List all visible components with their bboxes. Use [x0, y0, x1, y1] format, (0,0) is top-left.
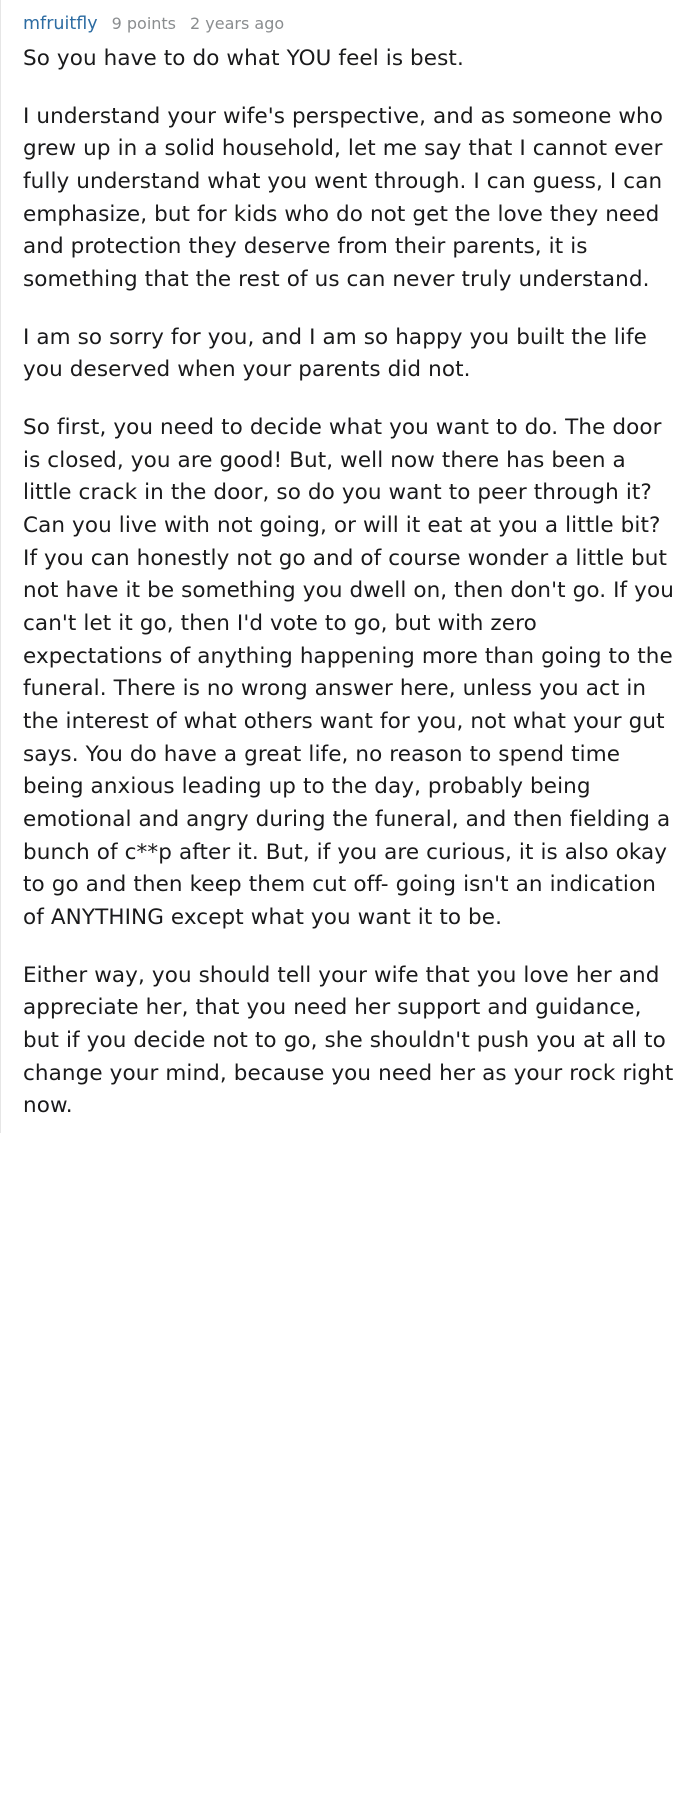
- comment-header: [23, 14, 678, 35]
- comment-body: [23, 43, 678, 1123]
- comment-paragraph: So first, you need to decide what you want to do. The door is closed, you are good! But, well now there has been a little crack in the door, so do you want to peer through it? Can you live with not going, or will it eat at you a little bit? If you can honestly not go and of course wonder a little but not have it be something you dwell on, then don't go. If you can't let it go, then I'd vote to go, but with zero expectations of anything happening more than going to the funeral. There is no wrong answer here, unless you act in the interest of what others want for you, not what your gut says. You do have a great life, no reason to spend time being anxious leading up to the day, probably being emotional and angry during the funeral, and then fielding a bunch of c**p after it. But, if you are curious, it is also okay to go and then keep them cut off- going isn't an indication of ANYTHING except what you want it to be.: [23, 415, 674, 931]
- comment-points: 9 points: [111, 14, 177, 33]
- comment-paragraph: I am so sorry for you, and I am so happy you built the life you deserved when your parents did not.: [23, 324, 647, 383]
- comment-paragraph: I understand your wife's perspective, and as someone who grew up in a solid household, let me say that I cannot ever fully understand what you went through. I can guess, I can emphasize, but for kids who do not get the love they need and protection they deserve from their parents, it is something that the rest of us can never truly understand.: [23, 103, 663, 293]
- comment-paragraph: Either way, you should tell your wife that you love her and appreciate her, that you need her support and guidance, but if you decide not to go, she shouldn't push you at all to change your mind, because you need her as your rock right now.: [23, 962, 674, 1119]
- comment-paragraph: So you have to do what YOU feel is best.: [23, 46, 464, 71]
- comment-author[interactable]: mfruitfly: [23, 14, 98, 34]
- comment-timestamp: 2 years ago: [190, 14, 285, 33]
